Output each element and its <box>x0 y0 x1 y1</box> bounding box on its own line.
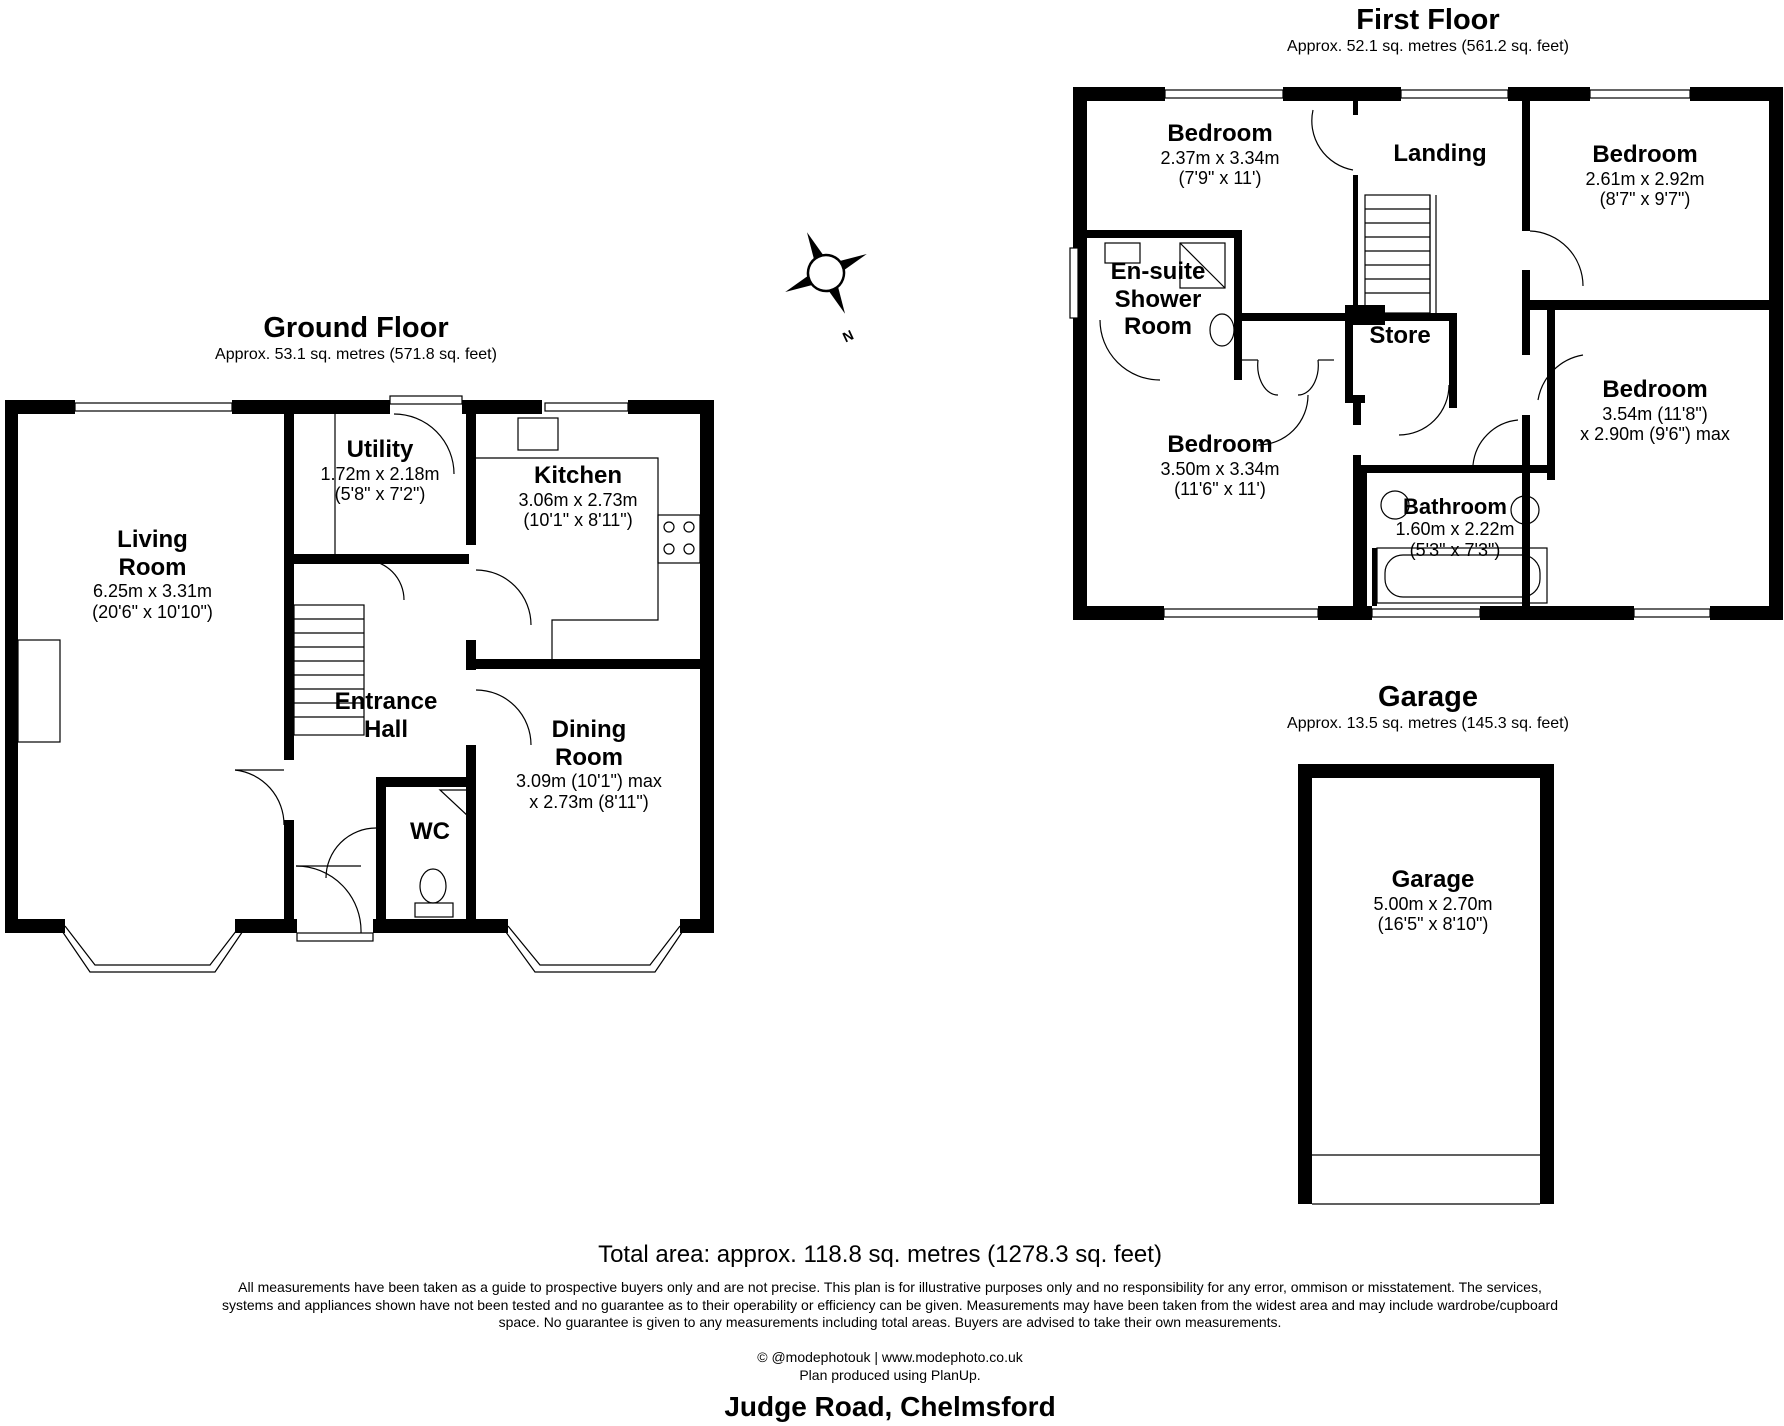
first-floor-title: First Floor <box>1356 4 1500 36</box>
room-kitchen-name: Kitchen <box>533 462 622 489</box>
room-entrance-hall-name-1: Entrance <box>334 688 438 715</box>
room-entrance-hall <box>316 688 456 743</box>
room-landing <box>1380 140 1500 168</box>
room-wc <box>390 818 470 846</box>
garage-section-title: Garage <box>1378 681 1478 713</box>
compass-north-label: N <box>840 326 856 346</box>
room-ensuite-name-3: Room <box>1124 313 1192 341</box>
room-wc-name: WC <box>410 818 450 845</box>
room-bedroom-front-left-dim-2: (7'9" x 11') <box>1178 168 1262 189</box>
room-bedroom-rear-right <box>1560 376 1750 445</box>
room-bedroom-rear-right-dim-2: x 2.90m (9'6") max <box>1580 424 1730 445</box>
first-floor-area: Approx. 52.1 sq. metres (561.2 sq. feet) <box>1287 38 1569 55</box>
room-utility-dim-2: (5'8" x 7'2") <box>334 484 426 505</box>
room-store-name: Store <box>1369 322 1431 349</box>
room-dining-dim-1: 3.09m (10'1") max <box>516 771 662 792</box>
room-bedroom-front-left-dim-1: 2.37m x 3.34m <box>1160 147 1280 168</box>
room-kitchen-dim-2: (10'1" x 8'11") <box>523 510 633 531</box>
room-bedroom-front-right-name: Bedroom <box>1592 141 1698 168</box>
credit-line-2: Plan produced using PlanUp. <box>799 1367 981 1383</box>
room-bedroom-rear-left-name: Bedroom <box>1167 431 1273 458</box>
room-kitchen <box>483 462 673 531</box>
room-bedroom-rear-left <box>1120 431 1320 500</box>
room-bedroom-rear-left-dim-1: 3.50m x 3.34m <box>1160 458 1280 479</box>
room-living <box>30 526 275 623</box>
room-bedroom-rear-right-dim-1: 3.54m (11'8") <box>1602 403 1708 424</box>
room-bathroom <box>1380 494 1530 561</box>
room-dining-dim-2: x 2.73m (8'11") <box>529 791 649 812</box>
disclaimer: All measurements have been taken as a guide to prospective buyers only and are not precise. This plan is for illustrative purposes only and no responsibility for any error, ommison or misstatement. The services, systems and appliances shown have not been tested and no guarantee as to their operability or efficiency can be given. Measurements may have been taken from the widest area and may include wardrobe/cupboard space. No guarantee is given to any measurements including total areas. Buyers are advised to take their own measurements. <box>222 1279 1558 1330</box>
room-bedroom-front-right <box>1540 141 1750 210</box>
room-garage <box>1333 866 1533 935</box>
garage-section-area: Approx. 13.5 sq. metres (145.3 sq. feet) <box>1287 715 1569 732</box>
credit-line-1: © @modephotouk | www.modephoto.co.uk <box>757 1349 1023 1365</box>
room-garage-dim-2: (16'5" x 8'10") <box>1377 914 1489 935</box>
room-bedroom-rear-left-dim-2: (11'6" x 11') <box>1174 479 1266 500</box>
room-ensuite-name-2: Shower <box>1114 285 1202 313</box>
room-store <box>1360 322 1440 350</box>
room-utility-name: Utility <box>346 436 414 463</box>
room-bedroom-front-left-name: Bedroom <box>1167 120 1273 147</box>
room-garage-name: Garage <box>1391 866 1475 893</box>
room-kitchen-dim-1: 3.06m x 2.73m <box>518 489 638 510</box>
property-address: Judge Road, Chelmsford <box>724 1391 1056 1422</box>
room-bathroom-dim-1: 1.60m x 2.22m <box>1395 519 1515 540</box>
ground-floor-area: Approx. 53.1 sq. metres (571.8 sq. feet) <box>215 346 497 363</box>
compass-rose <box>766 213 886 333</box>
room-bedroom-rear-right-name: Bedroom <box>1602 376 1708 403</box>
room-ensuite-name-1: En-suite <box>1110 258 1206 285</box>
room-dining <box>484 716 694 813</box>
room-entrance-hall-name-2: Hall <box>363 715 408 743</box>
room-bathroom-dim-2: (5'3" x 7'3") <box>1409 539 1501 560</box>
room-bathroom-name: Bathroom <box>1403 494 1507 519</box>
room-landing-name: Landing <box>1393 140 1487 167</box>
room-bedroom-front-right-dim-1: 2.61m x 2.92m <box>1585 168 1705 189</box>
room-utility <box>295 436 465 505</box>
room-living-dim-1: 6.25m x 3.31m <box>92 581 213 602</box>
room-ensuite <box>1098 258 1218 341</box>
room-bedroom-front-right-dim-2: (8'7" x 9'7") <box>1599 189 1691 210</box>
ground-floor-title: Ground Floor <box>263 312 449 344</box>
room-living-dim-2: (20'6" x 10'10") <box>92 601 213 622</box>
garage-plan <box>1298 764 1554 1204</box>
room-living-name-1: Living <box>117 526 188 553</box>
room-utility-dim-1: 1.72m x 2.18m <box>320 463 440 484</box>
room-dining-name-1: Dining <box>551 716 627 743</box>
room-bedroom-front-left <box>1110 120 1330 189</box>
room-garage-dim-1: 5.00m x 2.70m <box>1373 893 1493 914</box>
room-living-name-2: Room <box>118 553 187 581</box>
total-area: Total area: approx. 118.8 sq. metres (1278.3 sq. feet) <box>598 1241 1162 1268</box>
room-dining-name-2: Room <box>555 743 623 771</box>
